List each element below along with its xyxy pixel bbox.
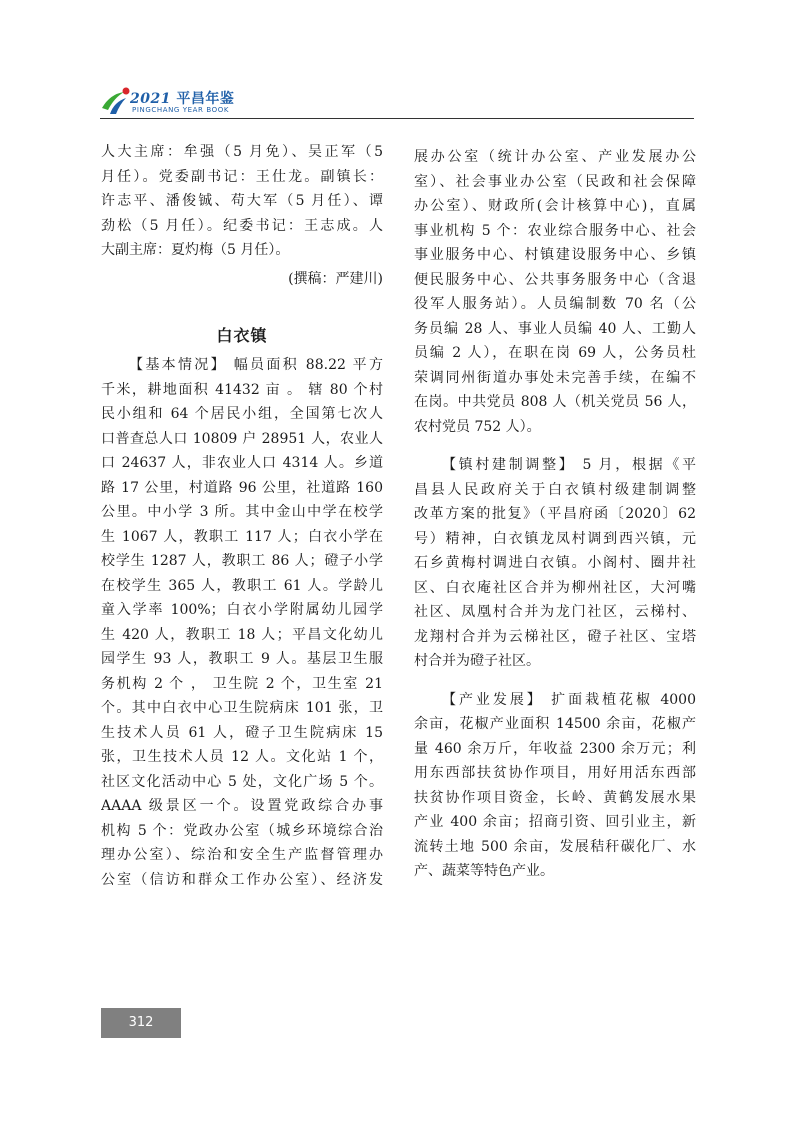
text-line: 村合并为磴子社区。 [414,653,540,669]
text-line: 【产业发展】 扩面栽植花椒 4000 [442,691,696,708]
intro-paragraph [101,140,383,263]
text-line: 民小组和 64 个居民小组，全国第七次人 [101,406,383,422]
text-line: 校学生 1287 人，教职工 86 人；磴子小学 [101,553,383,569]
text-line: 口 24637 人，非农业人口 4314 人。乡道 [101,455,383,471]
text-line: 童入学率 100%；白衣小学附属幼儿园学 [101,602,383,618]
text-line: 生 1067 人，教职工 117 人；白衣小学在 [101,528,383,545]
yearbook-subtitle: PINGCHANG YEAR BOOK [132,106,230,114]
yearbook-logo-icon [100,84,134,118]
text-line: 生 420 人，教职工 18 人；平昌文化幼儿 [101,626,383,643]
text-line: 便民服务中心、公共事务服务中心（含退 [414,271,696,288]
text-line: 流转土地 500 余亩，发展秸秆碳化厂、水 [414,838,696,855]
yearbook-year: 2021 [130,91,171,107]
text-line: 事业机构 5 个：农业综合服务中心、社会 [414,222,696,239]
text-line: 产、蔬菜等特色产业。 [414,863,554,879]
text-line: 役军人服务站）。人员编制数 70 名（公 [414,296,696,312]
section-title: 白衣镇 [216,326,268,345]
org-paragraph-continued [414,145,696,439]
text-line: AAAA 级景区一个。设置党政综合办事 [101,798,383,814]
header-divider [100,118,694,119]
text-line: 余亩，花椒产业面积 14500 余亩，花椒产 [414,716,696,732]
text-line: 公里。中小学 3 所。其中金山中学在校学 [101,504,383,520]
text-line: 公室（信访和群众工作办公室）、经济发 [101,871,383,888]
text-line: 区、白衣庵社区合并为柳州社区，大河嘴 [414,579,696,596]
text-line: 石乡黄梅村调进白衣镇。小阁村、圈井社 [414,555,696,571]
text-line: 个。其中白衣中心卫生院病床 101 张，卫 [101,700,383,716]
text-line: 荣调同州街道办事处未完善手续，在编不 [414,369,696,386]
basic-info-paragraph [101,353,383,892]
text-line: 号）精神，白衣镇龙凤村调到西兴镇，元 [414,530,696,547]
text-line: 园学生 93 人，教职工 9 人。基层卫生服 [101,651,383,667]
industry-paragraph [414,688,696,884]
left-column [101,140,383,892]
text-line: 在岗。中共党员 808 人（机关党员 56 人， [414,394,696,410]
restructuring-paragraph [414,453,696,674]
yearbook-header [100,84,400,118]
yearbook-title [130,88,234,108]
text-line: 产业 400 余亩；招商引资、回引业主，新 [414,814,696,830]
text-line: 大副主席：夏灼梅（5 月任）。 [101,242,290,258]
yearbook-name: 平昌年鉴 [176,91,235,107]
text-line: 务员编 28 人、事业人员编 40 人、工勤人 [414,320,696,337]
text-line: 路 17 公里，村道路 96 公里，社道路 160 [101,479,383,496]
text-line: 生技术人员 61 人，磴子卫生院病床 15 [101,724,383,741]
text-line: 用东西部扶贫协作项目，用好用活东西部 [414,765,696,781]
text-line: 龙翔村合并为云梯社区，磴子社区、宝塔 [414,628,696,645]
text-line: 张，卫生技术人员 12 人。文化站 1 个， [101,749,383,765]
text-line: 事业服务中心、村镇建设服务中心、乡镇 [414,247,696,263]
text-line: 务机构 2 个 ， 卫生院 2 个，卫生室 21 [101,675,383,692]
text-line: 社区文化活动中心 5 处，文化广场 5 个。 [101,773,383,790]
text-line: 农村党员 752 人）。 [414,418,541,435]
text-line: 千米，耕地面积 41432 亩 。 辖 80 个村 [101,381,383,398]
text-line: 办公室）、财政所(会计核算中心)，直属 [414,198,696,214]
text-line: 人大主席：牟强（5 月免）、吴正军（5 [101,144,383,160]
text-line: 许志平、潘俊铖、苟大军（5 月任）、谭 [101,193,383,209]
text-line: 机构 5 个：党政办公室（城乡环境综合治 [101,822,383,839]
text-line: 改革方案的批复》（平昌府函〔2020〕62 [414,506,696,522]
text-line: 口普查总人口 10809 户 28951 人，农业人 [101,430,383,447]
text-line: 劲松（5 月任）。纪委书记：王志成。人 [101,217,383,234]
text-line: 员编 2 人），在职在岗 69 人，公务员杜 [414,345,696,361]
text-line: 在校学生 365 人，教职工 61 人。学龄儿 [101,577,383,594]
text-line: 扶贫协作项目资金，长岭、黄鹤发展水果 [414,789,696,806]
text-line: 【镇村建制调整】 5 月，根据《平 [442,457,696,473]
author-credit: (撰稿：严建川) [288,270,383,287]
page-number: 312 [101,1008,181,1038]
text-line: 月任）。党委副书记：王仕龙。副镇长： [101,168,383,185]
text-line: 展办公室（统计办公室、产业发展办公 [414,149,696,165]
right-column [414,145,696,884]
text-line: 量 460 余万斤，年收益 2300 余万元；利 [414,740,696,757]
text-line: 社区、凤凰村合并为龙门社区，云梯村、 [414,604,696,620]
text-line: 室）、社会事业办公室（民政和社会保障 [414,173,696,190]
text-line: 【基本情况】 幅员面积 88.22 平方 [129,357,383,373]
text-line: 理办公室）、综治和安全生产监督管理办 [101,847,383,863]
text-line: 昌县人民政府关于白衣镇村级建制调整 [414,481,696,498]
